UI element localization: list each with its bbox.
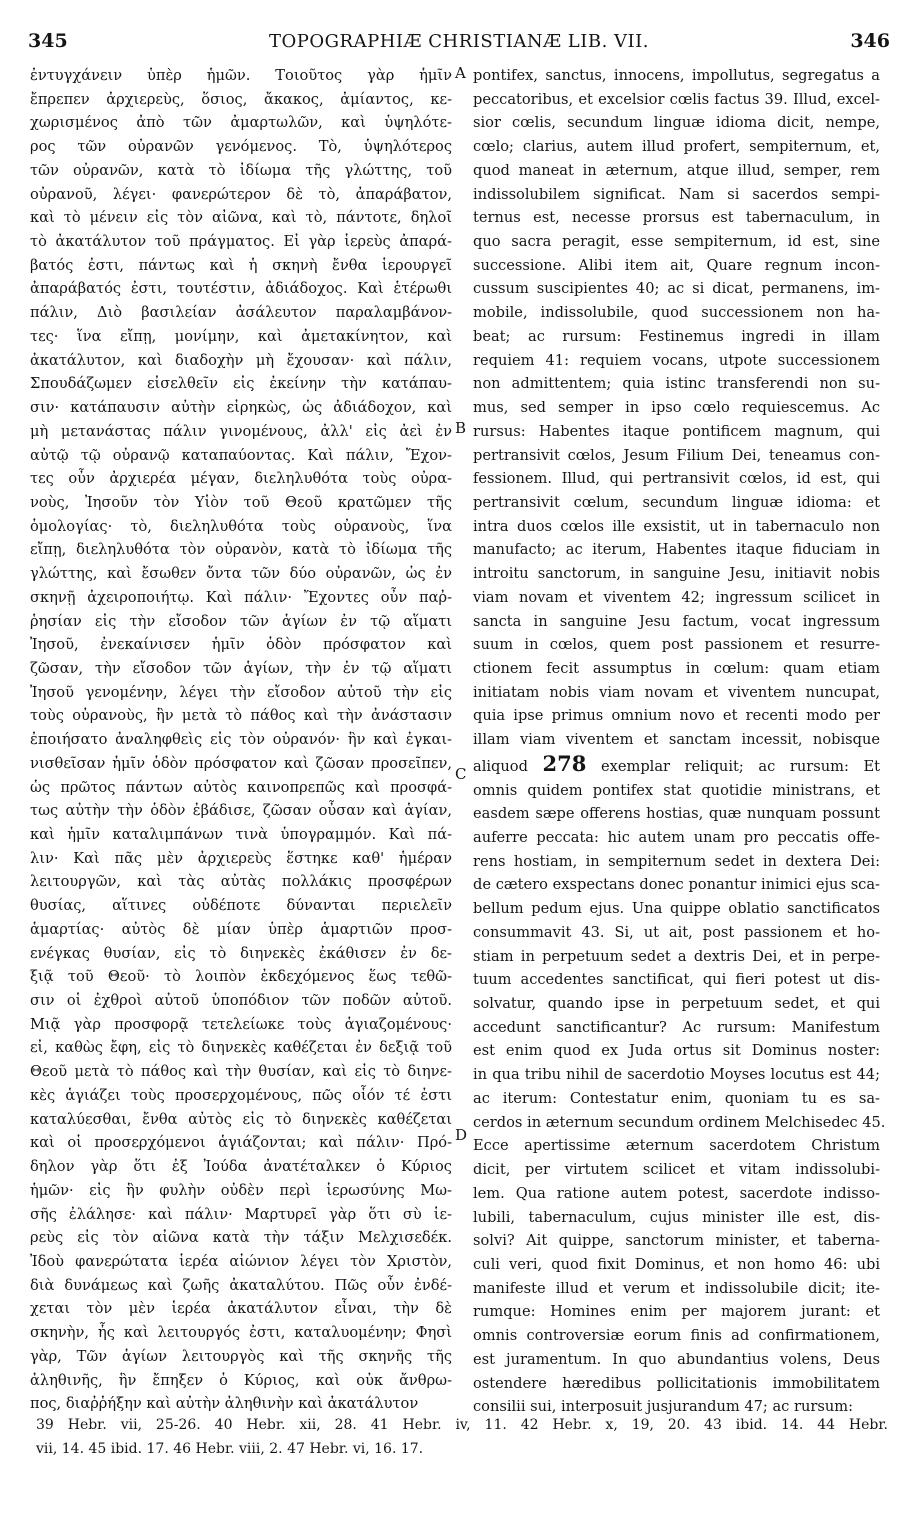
latin-text-line: peccatoribus, et excelsior cœlis factus 39. Illud, excel- xyxy=(473,90,880,108)
latin-text-line: indissolubilem significat. Nam si sacerdos sempi- xyxy=(473,185,880,203)
greek-text-line: κὲς ἁγιάζει τοὺς προσερχομένους, πῶς οἷόν τέ ἐστι xyxy=(30,1086,452,1104)
greek-text-line: θυσίας, αἵτινες οὐδέποτε δύνανται περιελεῖν xyxy=(30,897,452,915)
latin-text-line: quia ipse primus omnium novo et recenti modo per xyxy=(473,707,880,725)
latin-text-line: cussum suscipientes 40; ac si dicat, permanens, im- xyxy=(473,280,880,298)
margin-marker-b: B xyxy=(455,419,467,437)
side-page-number: 278 xyxy=(542,750,587,776)
latin-text-line: tuum accedentes sanctificat, qui fieri potest ut dis- xyxy=(473,971,880,989)
latin-text-line: beat; ac rursum: Festinemus ingredi in illam xyxy=(473,327,880,345)
latin-text-line: de cætero exspectans donec ponantur inimici ejus sca- xyxy=(473,876,880,894)
greek-text-line: ἡμῶν· εἰς ἣν φυλὴν οὐδὲν περὶ ἱερωσύνης Μω- xyxy=(30,1181,452,1199)
greek-text-line: χεται τὸν μὲν ἱερέα ἀκατάλυτον εἶναι, τὴν δὲ xyxy=(30,1300,452,1318)
greek-text-line: νισθεῖσαν ἡμῖν ὁδὸν πρόσφατον καὶ ζῶσαν προσεῖπεν, xyxy=(30,754,452,772)
margin-marker-c: C xyxy=(455,765,467,783)
greek-text-line: εἰ, καθὼς ἔφη, εἰς τὸ διηνεκὲς καθέζεται ἐν δεξιᾷ τοῦ xyxy=(30,1039,452,1057)
latin-text-line: in qua tribu nihil de sacerdotio Moyses locutus est 44; xyxy=(473,1066,880,1084)
greek-text-line: ἁμαρτίας· αὐτὸς δὲ μίαν ὑπὲρ ἁμαρτιῶν προσ- xyxy=(30,920,452,938)
greek-text-line: καὶ οἱ προσερχόμενοι ἁγιάζονται; καὶ πάλιν· Πρό- xyxy=(30,1134,452,1152)
greek-text-line: τες οὖν ἀρχιερέα μέγαν, διεληλυθότα τοὺς οὐρα- xyxy=(30,470,452,488)
greek-text-line: ὁμολογίας· τὸ, διεληλυθότα τοὺς οὐρανοὺς, ἵνα xyxy=(30,517,452,535)
greek-text-line: μὴ μετανάστας πάλιν γινομένους, ἀλλ' εἰς ἀεὶ ἐν xyxy=(30,422,452,440)
greek-text-line: σῆς ἐλάλησε· καὶ πάλιν· Μαρτυρεῖ γὰρ ὅτι σὺ ἱε- xyxy=(30,1205,452,1223)
greek-text-line: ρεὺς εἰς τὸν αἰῶνα κατὰ τὴν τάξιν Μελχισεδέκ. xyxy=(30,1229,452,1247)
latin-text-line: illam viam viventem et sanctam incessit, nobisque xyxy=(473,731,880,749)
latin-text-line: initiatam nobis viam novam et viventem nuncupat, xyxy=(473,683,880,701)
greek-text-line: δηλον γὰρ ὅτι ἐξ Ἰούδα ἀνατέταλκεν ὁ Κύριος xyxy=(30,1158,452,1176)
greek-text-line: σκηνῇ ἀχειροποιήτῳ. Καὶ πάλιν· Ἔχοντες οὖν παῤ- xyxy=(30,588,452,606)
greek-text-line: πος, διαῤῥήξην καὶ αὐτὴν ἀληθινὴν καὶ ἀκατάλυτον xyxy=(30,1395,419,1413)
greek-text-line: ενέγκας θυσίαν, εἰς τὸ διηνεκὲς ἐκάθισεν ἐν δε- xyxy=(30,944,452,962)
greek-text-line: γλώττης, καὶ ἔσωθεν ὄντα τῶν δύο οὐρανῶν, ὡς ἐν xyxy=(30,565,452,583)
latin-text-line: fessionem. Illud, qui pertransivit cœlos, id est, qui xyxy=(473,470,880,488)
greek-text-line: πάλιν, Διὸ βασιλείαν ἀσάλευτον παραλαμβάνον- xyxy=(30,304,452,322)
latin-text-line: ternus est, necesse prorsus est tabernaculum, in xyxy=(473,209,880,227)
latin-text-line: accedunt sanctificantur? Ac rursum: Manifestum xyxy=(473,1018,880,1036)
latin-text-line: dicit, per virtutem scilicet et vitam indissolubi- xyxy=(473,1161,880,1179)
latin-text-line: easdem sæpe offerens hostias, quæ nunquam possunt xyxy=(473,805,880,823)
greek-text-line: ἔπρεπεν ἀρχιερεὺς, ὅσιος, ἄκακος, ἀμίαντος, κε- xyxy=(30,90,452,108)
latin-text-line: est enim quod ex Juda ortus sit Dominus noster: xyxy=(473,1042,880,1060)
latin-text-line: manufacto; ac iterum, Habentes itaque fiduciam in xyxy=(473,541,880,559)
latin-text-line: mobile, indissolubile, quod successionem non ha- xyxy=(473,304,880,322)
latin-text-line: rumque: Homines enim per majorem jurant: et xyxy=(473,1303,880,1321)
greek-text-line: ὡς πρῶτος πάντων αὐτὸς καινοπρεπῶς καὶ προσφά- xyxy=(30,778,452,796)
greek-text-line: λειτουργῶν, καὶ τὰς αὐτὰς πολλάκις προσφέρων xyxy=(30,873,452,891)
latin-text-line: rens hostiam, in sempiternum sedet in dextera Dei: xyxy=(473,852,880,870)
latin-text-line: aliquod 278 exemplar reliquit; ac rursum: Et xyxy=(473,750,881,776)
latin-text-line: auferre peccata: hic autem unam pro peccatis offe- xyxy=(473,829,880,846)
latin-text-line: manifeste illud et verum et indissolubile dicit; ite- xyxy=(473,1279,880,1297)
greek-text-line: νοὺς, Ἰησοῦν τὸν Υἱὸν τοῦ Θεοῦ κρατῶμεν τῆς xyxy=(30,493,452,511)
latin-text-line: suum in cœlos, quem post passionem et resurre- xyxy=(473,636,880,654)
greek-text-line: Μιᾷ γὰρ προσφορᾷ τετελείωκε τοὺς ἁγιαζομένους· xyxy=(30,1015,452,1033)
latin-text-line: stiam in perpetuum sedet a dextris Dei, et in perpe- xyxy=(473,947,880,965)
greek-text-line: αὐτῷ τῷ οὐρανῷ καταπαύοντας. Καὶ πάλιν, Ἔχον- xyxy=(30,446,452,464)
greek-text-line: τῶν οὐρανῶν, κατὰ τὸ ἰδίωμα τῆς γλώττης, τοῦ xyxy=(30,161,452,179)
greek-text-line: τοὺς οὐρανοὺς, ἣν μετὰ τὸ πάθος καὶ τὴν ἀνάστασιν xyxy=(30,707,452,725)
latin-text-line: lubili, tabernaculum, cujus minister ille est, dis- xyxy=(473,1208,880,1226)
page-number-left: 345 xyxy=(28,30,68,52)
greek-text-line: χωρισμένος ἀπὸ τῶν ἀμαρτωλῶν, καὶ ὑψηλότε- xyxy=(30,114,452,132)
latin-text-line: solvatur, quando ipse in perpetuum sedet, et qui xyxy=(473,995,880,1013)
latin-text-line: Ecce apertissime æternum sacerdotem Christum xyxy=(473,1137,880,1155)
latin-text-line: bellum pedum ejus. Una quippe oblatio sanctificatos xyxy=(473,900,880,918)
greek-text-line: εἴπῃ, διεληλυθότα τὸν οὐρανὸν, κατὰ τὸ ἰδίωμα τῆς xyxy=(30,541,452,559)
greek-text-line: ῥησίαν εἰς τὴν εἴσοδον τῶν ἁγίων ἐν τῷ αἵματι xyxy=(30,612,452,630)
latin-text-line: ac iterum: Contestatur enim, quoniam tu es sa- xyxy=(473,1089,880,1107)
latin-text-line: solvi? Ait quippe, sanctorum minister, et taberna- xyxy=(473,1232,880,1250)
latin-text-line: consummavit 43. Si, ut ait, post passionem et ho- xyxy=(473,923,880,941)
greek-text-line: οὐρανοῦ, λέγει· φανερώτερον δὲ τὸ, ἀπαράβατον, xyxy=(30,185,452,203)
latin-text-line: pontifex, sanctus, innocens, impollutus, segregatus a xyxy=(473,67,880,84)
greek-text-line: καὶ τὸ μένειν εἰς τὸν αἰῶνα, καὶ τὸ, πάντοτε, δηλοῖ xyxy=(30,209,452,227)
latin-text-line: lem. Qua ratione autem potest, sacerdote indisso- xyxy=(473,1184,880,1202)
greek-text-line: Θεοῦ μετὰ τὸ πάθος καὶ τὴν θυσίαν, καὶ εἰς τὸ διηνε- xyxy=(30,1063,452,1081)
latin-text-line: intra duos cœlos ille exsistit, ut in tabernaculo non xyxy=(473,517,880,535)
latin-text-line: consilii sui, interposuit jusjurandum 47; ac rursum: xyxy=(473,1398,853,1416)
greek-text-line: ρος τῶν οὐρανῶν γενόμενος. Τὸ, ὑψηλότερος xyxy=(30,138,452,156)
greek-text-line: ξιᾷ τοῦ Θεοῦ· τὸ λοιπὸν ἐκδεχόμενος ἕως τεθῶ- xyxy=(30,968,452,986)
greek-text-line: τὸ ἀκατάλυτον τοῦ πράγματος. Εἰ γὰρ ἱερεὺς ἀπαρά- xyxy=(30,233,452,251)
greek-text-line: ἀκατάλυτον, καὶ διαδοχὴν μὴ ἔχουσαν· καὶ πάλιν, xyxy=(30,351,452,369)
latin-text-line: quod maneat in æternum, atque illud, semper, rem xyxy=(473,161,880,179)
greek-text-line: Ἰησοῦ γενομένην, λέγει τὴν εἴσοδον αὐτοῦ τὴν εἰς xyxy=(30,683,452,701)
latin-text-line: introitu sanctorum, in sanguine Jesu, initiavit nobis xyxy=(473,565,880,583)
greek-text-line: Σπουδάζωμεν εἰσελθεῖν εἰς ἐκείνην τὴν κατάπαυ- xyxy=(30,375,452,393)
greek-text-line: γὰρ, Τῶν ἁγίων λειτουργὸς καὶ τῆς σκηνῆς τῆς xyxy=(30,1347,452,1365)
latin-text-line: non admittentem; quia istinc transferendi non su- xyxy=(473,375,880,393)
footnote-line: 39 Hebr. vii, 25-26. 40 Hebr. xii, 28. 41 Hebr. iv, 11. 42 Hebr. x, 19, 20. 43 ibid. 14. 44 Hebr. xyxy=(36,1417,888,1433)
greek-text-line: τες· ἵνα εἴπῃ, μονίμην, καὶ ἀμετακίνητον, καὶ xyxy=(30,327,452,345)
margin-marker-d: D xyxy=(455,1126,468,1144)
latin-text-line: cœlo; clarius, autem illud profert, sempiternum, et, xyxy=(473,138,880,156)
greek-text-line: καὶ ἡμῖν καταλιμπάνων τινὰ ὑπογραμμόν. Καὶ πά- xyxy=(30,826,452,843)
greek-text-line: σιν· κατάπαυσιν αὐτὴν εἰρηκὼς, ὡς ἀδιάδοχον, καὶ xyxy=(30,399,452,417)
latin-text-column xyxy=(473,64,886,1419)
footnote-line: vii, 14. 45 ibid. 17. 46 Hebr. viii, 2. 47 Hebr. vi, 16. 17. xyxy=(36,1441,424,1457)
greek-text-line: ἐντυγχάνειν ὑπὲρ ἡμῶν. Τοιοῦτος γὰρ ἡμῖν xyxy=(30,67,452,84)
latin-text-line: pertransivit cœlum, secundum linguæ idioma: et xyxy=(473,493,880,511)
greek-text-line: Ἰησοῦ, ἐνεκαίνισεν ἡμῖν ὁδὸν πρόσφατον καὶ xyxy=(30,636,452,654)
greek-text-line: σκηνὴν, ἧς καὶ λειτουργός ἐστι, καταλυομένην; Φησὶ xyxy=(30,1324,452,1342)
latin-text-line: viam novam et viventem 42; ingressum scilicet in xyxy=(473,588,880,606)
greek-text-line: ἀληθινῆς, ἣν ἔπηξεν ὁ Κύριος, καὶ οὐκ ἄνθρω- xyxy=(30,1371,452,1389)
greek-text-line: Ἰδοὺ φανερώτατα ἱερέα αἰώνιον λέγει τὸν Χριστὸν, xyxy=(30,1252,452,1270)
greek-text-line: βατός ἐστι, πάντως καὶ ἡ σκηνὴ ἔνθα ἱερουργεῖ xyxy=(30,256,452,274)
latin-text-line: sancta in sanguine Jesu factum, vocat ingressum xyxy=(473,612,880,630)
running-header xyxy=(28,30,890,58)
greek-text-line: τως αὐτὴν τὴν ὁδὸν ἐβάδισε, ζῶσαν οὖσαν καὶ ἁγίαν, xyxy=(30,802,452,820)
latin-text-line: requiem 41: requiem vocans, utpote successionem xyxy=(473,351,880,369)
margin-marker-a: A xyxy=(455,64,466,82)
latin-text-line: rursus: Habentes itaque pontificem magnum, qui xyxy=(473,422,880,440)
latin-text-line: quo sacra peragit, esse sempiternum, id est, sine xyxy=(473,233,880,251)
greek-text-line: καταλύεσθαι, ἔνθα αὐτὸς εἰς τὸ διηνεκὲς καθέζεται xyxy=(30,1110,452,1128)
latin-text-line: sior cœlis, secundum linguæ idioma dicit, nempe, xyxy=(473,114,880,132)
greek-text-line: λιν· Καὶ πᾶς μὲν ἀρχιερεὺς ἕστηκε καθ' ἡμέραν xyxy=(30,849,452,867)
latin-text-line: est juramentum. In quo abundantius volens, Deus xyxy=(473,1350,880,1368)
page-number-right: 346 xyxy=(850,30,890,52)
latin-text-line: omnis controversiæ eorum finis ad confirmationem, xyxy=(473,1327,880,1345)
latin-text-line: culi veri, quod fixit Dominus, et non homo 46: ubi xyxy=(473,1255,880,1273)
latin-text-line: cerdos in æternum secundum ordinem Melchisedec 45. xyxy=(473,1113,886,1131)
latin-text-line: mus, sed semper in ipso cœlo requiescemus. Ac xyxy=(473,399,880,417)
footnotes xyxy=(36,1413,888,1461)
running-title: TOPOGRAPHIÆ CHRISTIANÆ LIB. VII. xyxy=(269,31,649,52)
greek-text-line: ζῶσαν, τὴν εἴσοδον τῶν ἁγίων, τὴν ἐν τῷ αἵματι xyxy=(30,659,452,677)
latin-text-line: successione. Alibi item ait, Quare regnum incon- xyxy=(473,256,880,274)
latin-text-line: ostendere hæredibus pollicitationis immobilitatem xyxy=(473,1374,880,1392)
greek-text-line: σιν οἱ ἐχθροὶ αὐτοῦ ὑποπόδιον τῶν ποδῶν αὐτοῦ. xyxy=(30,992,452,1010)
latin-text-line: ctionem fecit assumptus in cœlum: quam etiam xyxy=(473,659,880,677)
greek-text-line: διὰ δυνάμεως καὶ ζωῆς ἀκαταλύτου. Πῶς οὖν ἐνδέ- xyxy=(30,1276,452,1294)
greek-text-column xyxy=(30,64,452,1416)
greek-text-line: ἀπαράβατός ἐστι, τουτέστιν, ἀδιάδοχος. Καὶ ἑτέρωθι xyxy=(30,280,452,298)
latin-text-line: omnis quidem pontifex stat quotidie ministrans, et xyxy=(473,781,880,799)
greek-text-line: ἐποιήσατο ἀναληφθεὶς εἰς τὸν οὐρανόν· ἣν καὶ ἐγκαι- xyxy=(30,731,452,749)
latin-text-line: pertransivit cœlos, Jesum Filium Dei, teneamus con- xyxy=(473,446,880,464)
